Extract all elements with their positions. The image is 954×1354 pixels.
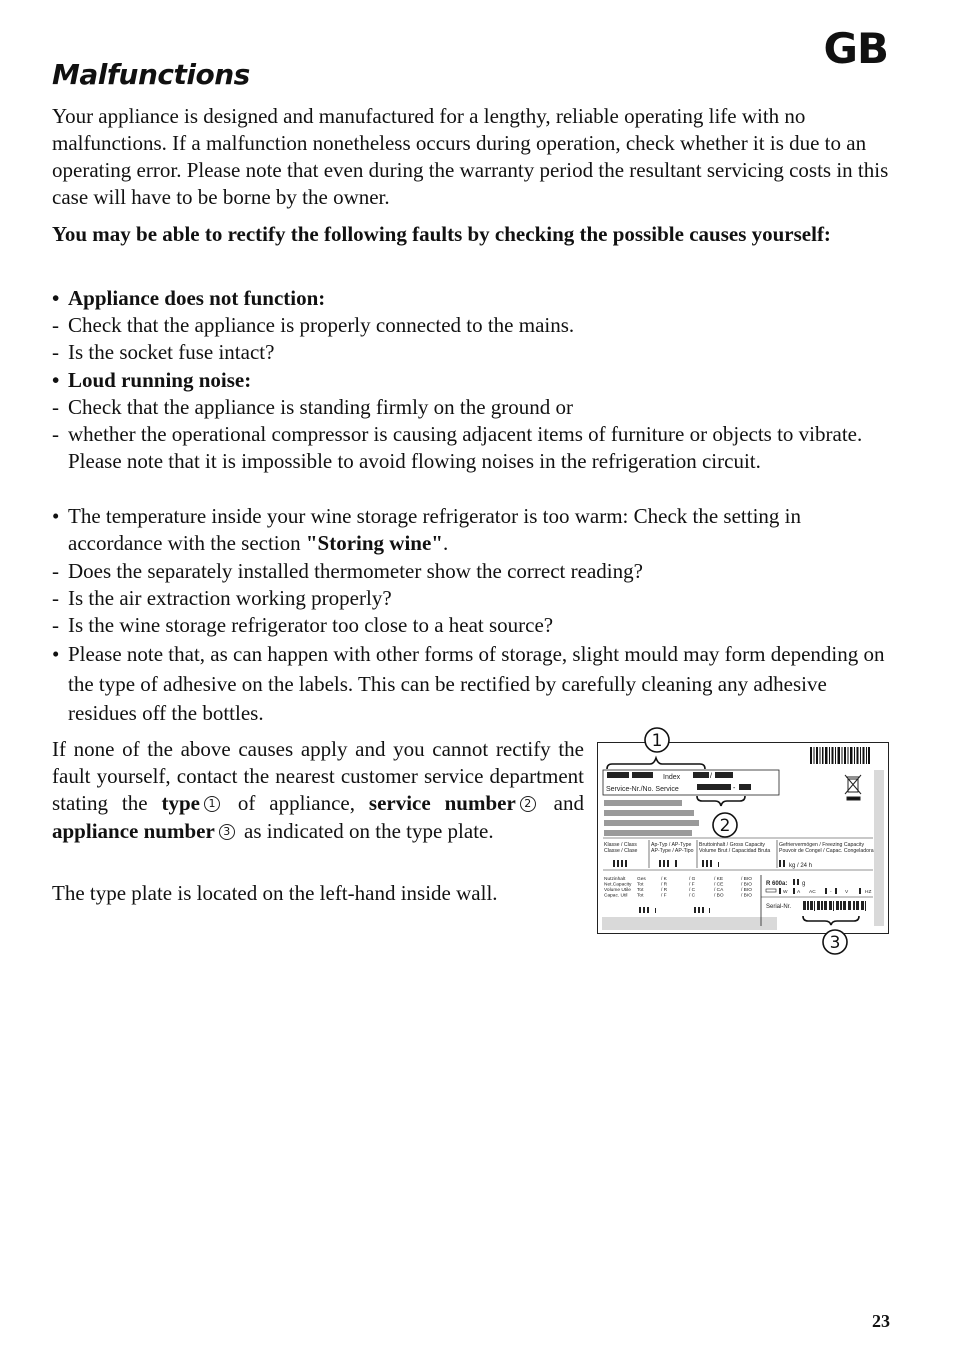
- contact-paragraph: If none of the above causes apply and you cannot rectify the fault yourself, contact the nearest customer service department stating the type 1 of appliance, service number 2 and appliance number 3 as indicated on the type plate.: [52, 737, 584, 843]
- svg-text:/: /: [710, 773, 712, 780]
- svg-text:V: V: [845, 890, 849, 895]
- page-number: 23: [872, 1311, 890, 1331]
- type-plate-diagram: [597, 740, 889, 934]
- language-badge: GB: [823, 24, 888, 73]
- svg-text:HZ: HZ: [865, 890, 872, 895]
- svg-text:/ KE/ CE/ CA/ BO: / KE / CE / CA / BO: [714, 877, 724, 899]
- svg-text:kg / 24 h: kg / 24 h: [789, 863, 813, 869]
- svg-text:Serial-Nr.: Serial-Nr.: [766, 904, 792, 910]
- location-paragraph: The type plate is located on the left-hand inside wall.: [52, 881, 498, 905]
- callout-1-marker: [640, 725, 674, 755]
- intro-paragraph: Your appliance is designed and manufactured for a lengthy, reliable operating life with no malfunctions. If a malfunction nonetheless occurs during operation, check whether it is due to an operating error. Please note that even during the warranty period the resultant servicing costs in this case will have to be borne by the owner.: [52, 104, 889, 209]
- svg-text:A: A: [797, 890, 801, 895]
- svg-text:Klasse / ClassClasse / Clase: Klasse / Class Classe / Clase Ap-Typ / AP-Type AP-Type / AP-Tipo Bruttoinhalt / Gross Capacity Volume Brut / Capacidad Bruta Gefriervermögen / Freezing Capacity Pouvoir de Congel / Capac. Congeladora: [604, 842, 874, 854]
- page-title: Malfunctions: [52, 58, 250, 91]
- callout-1-icon: 1: [204, 796, 220, 812]
- svg-text:W: W: [783, 890, 788, 895]
- svg-text:g: g: [802, 881, 806, 887]
- service-label: Service-Nr./No. Service: [606, 786, 679, 793]
- svg-text:3: 3: [829, 933, 841, 953]
- svg-text:NutzinhaltNet.CapacityVolume U: Nutzinhalt Net.Capacity Volume Utile Capac. Util: [604, 877, 632, 899]
- svg-text:1: 1: [651, 731, 663, 751]
- index-label: Index: [663, 774, 681, 781]
- svg-text:/ BIO/ BIO/ BIO/ BIO: / BIO / BIO / BIO / BIO: [741, 877, 752, 899]
- svg-text:AC: AC: [809, 890, 816, 895]
- callout-3-marker: [818, 927, 852, 957]
- callout-2-marker: [708, 810, 742, 840]
- svg-text:/ G/ F/ C/ C: / G / F / C / C: [689, 877, 696, 899]
- svg-text:2: 2: [719, 816, 731, 836]
- svg-text:-: -: [733, 785, 736, 792]
- lead-paragraph: You may be able to rectify the following faults by checking the possible causes yourself:: [52, 222, 831, 246]
- svg-text:R 600a:: R 600a:: [766, 881, 788, 887]
- svg-text:GesTotTotTot: Ges Tot Tot Tot: [637, 877, 646, 899]
- callout-2-icon: 2: [520, 796, 536, 812]
- svg-text:/ K/ R/ R/ F: / K / R / R / F: [661, 877, 668, 899]
- callout-3-icon: 3: [219, 824, 235, 840]
- svg-text:-: -: [830, 890, 832, 895]
